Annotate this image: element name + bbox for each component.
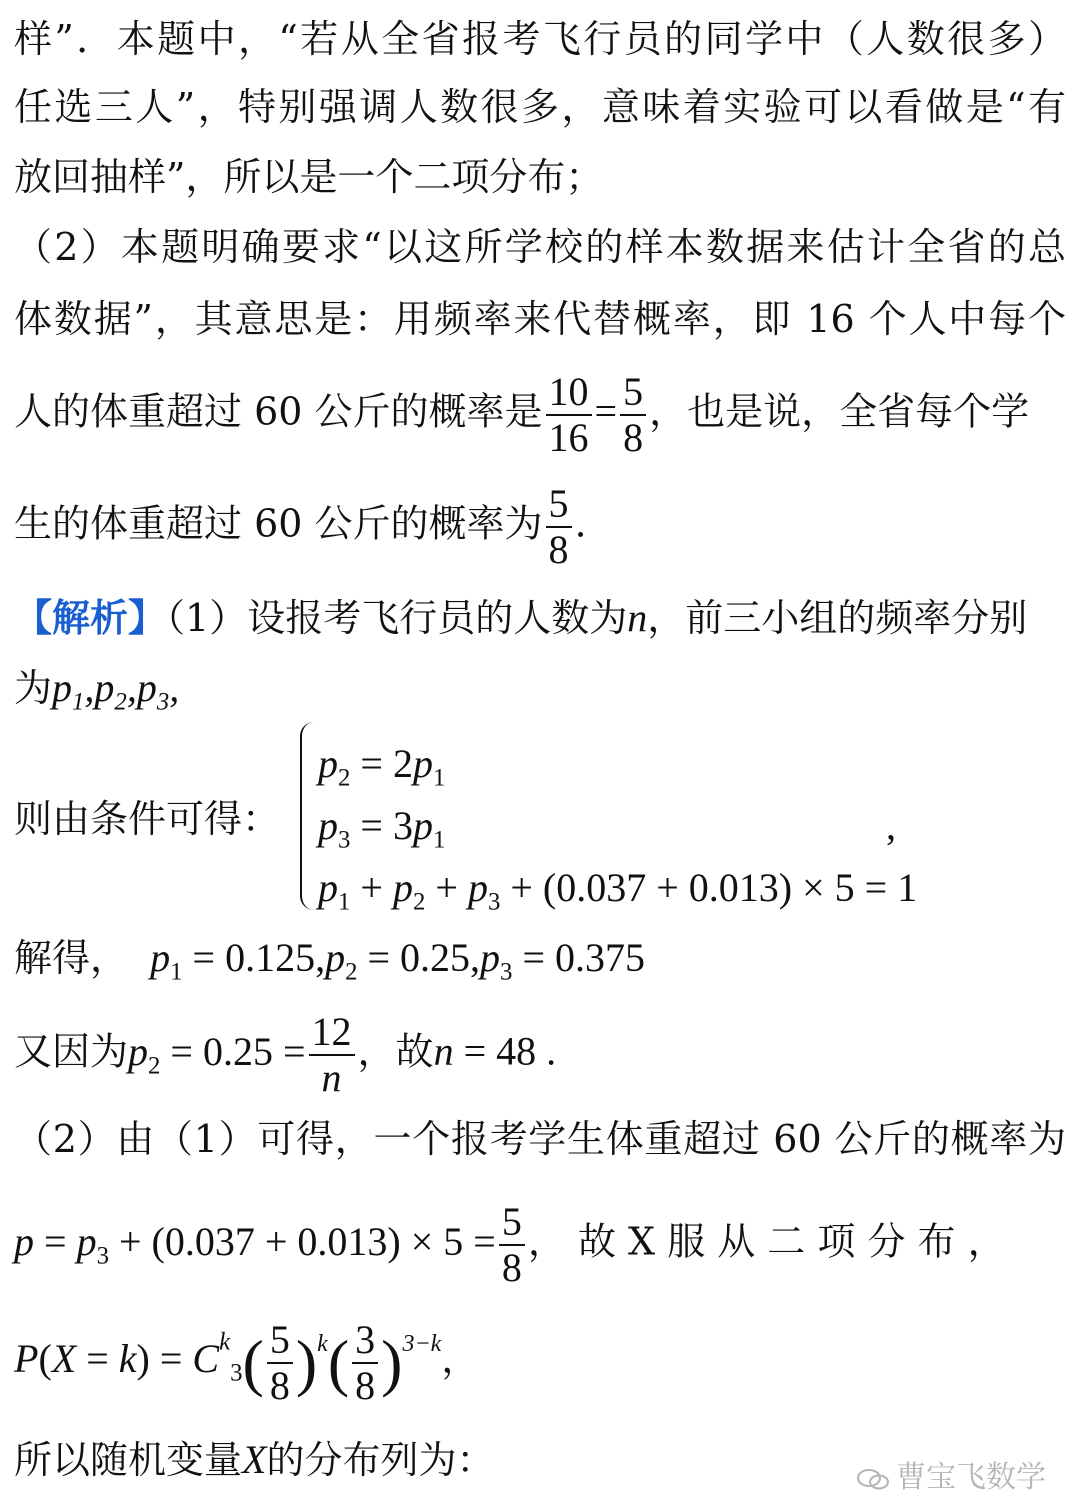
pow-3-minus-k: 3−k [402,1330,442,1357]
wechat-icon [856,1468,890,1490]
line8-text-a: （1）设报考飞行员的人数为 [166,596,628,640]
frac-den: 8 [623,415,644,460]
eq-p2: $p_2 = 0.25$ = [128,1028,306,1080]
var-n: n [627,595,648,640]
analysis-tag: 【解析】 [14,595,167,640]
line16-text-a: 所以随机变量 [14,1438,243,1482]
binom-sup-k: k [219,1328,231,1356]
eq-p: $p = p_3 + (0.037 + 0.013) \times 5$ = [14,1218,496,1270]
text-line-7 [14,482,1066,572]
line12-text-b: ，故 [357,1029,434,1074]
solve-1: = 0.125, [192,935,326,980]
frac-den: 8 [501,1245,522,1290]
sys2-text: = 3 [360,803,413,848]
eq-p2-text: = 0.25 = [170,1028,306,1074]
binom-sub-3: 3 [230,1359,243,1387]
text-line-2: 任选三人”，特别强调人数很多，意味着实验可以看做是“有 [14,85,1066,129]
text-line-8 [14,595,1066,640]
eq-p-text: (0.037 + 0.013) × 5 = [151,1218,496,1264]
frac-den: 8 [548,527,569,572]
system-comma: , [886,803,896,848]
text-line-3: 放回抽样”，所以是一个二项分布； [14,155,604,199]
frac-den: n [321,1055,342,1100]
frac-num: 5 [620,370,646,416]
line9-text: 为 [14,666,53,710]
system-brace [300,722,316,910]
line11-text: 解得， [14,936,129,980]
line14-text-b: ， 故 X 服 从 二 项 分 布 ， [527,1219,1006,1264]
frac-den: 8 [269,1363,290,1408]
frac-num: 12 [309,1010,355,1056]
text-line-12 [14,1010,1066,1100]
text-line-10: 则由条件可得： [14,797,281,841]
system-eq-1: $p_2 = 2p_1$ [318,741,446,792]
fraction-5-8-b [546,482,572,572]
line6-text-a: 人的体重超过 60 公斤的概率是 [14,389,543,434]
eq-n-text: = 48 . [463,1028,557,1074]
fraction-5-8 [620,370,646,460]
sys3-text: (0.037 + 0.013) × 5 = 1 [542,865,918,910]
line6-text-b: ，也是说，全省每个学 [649,389,1030,434]
text-line-14 [14,1200,1066,1290]
solve-3: = 0.375 [522,935,646,980]
binomial-formula: $P(X = k) = C^k_3$( $\frac{5}{8}$ )k( $\frac{3}{8}$ )3−k [14,1317,442,1408]
watermark-text: 曹宝飞数学 [896,1461,1046,1494]
text-line-11 [14,935,1066,986]
text-line-5: 体数据”，其意思是：用频率来代替概率，即 16 个人中每个 [14,297,1066,341]
solve-2: = 0.25, [367,935,481,980]
text-line-1: 样”．本题中，“若从全省报考飞行员的同学中（人数很多） [14,17,1066,61]
pow-k: k [317,1330,328,1357]
system-eq-3: $p_1 + p_2 + p_3 + (0.037 + 0.013) \times 5 = 1$ [318,865,918,916]
frac-num: 3 [352,1318,378,1364]
line7-text-a: 生的体重超过 60 公斤的概率为 [14,501,543,546]
var-n-2: n [433,1028,454,1074]
system-eq-2: $p_3 = 3p_1$ [318,803,446,854]
fraction-5-8-c [499,1200,525,1290]
text-line-9 [14,665,1066,716]
frac-num: 10 [546,370,592,416]
text-line-6 [14,370,1066,460]
watermark [856,1452,1046,1496]
binom-C: C [192,1336,220,1382]
frac-num: 5 [546,482,572,528]
equals: = [594,388,618,434]
frac-den: 16 [548,415,589,460]
frac-num: 5 [499,1200,525,1246]
line12-text-a: 又因为 [14,1029,129,1074]
var-X: X [51,1336,77,1382]
fraction-12-n [309,1010,355,1100]
line15-text-b: ， [441,1337,480,1382]
var-k: k [118,1336,137,1382]
text-line-15 [14,1318,1066,1408]
fraction-10-16 [546,370,592,460]
frac-den: 8 [355,1363,376,1408]
text-line-13: （2）由（1）可得，一个报考学生体重超过 60 公斤的概率为 [14,1117,1066,1161]
frac-num: 5 [267,1318,293,1364]
fraction-3-8 [352,1318,378,1408]
solution-values: $p_1 = 0.125,p_2 = 0.25,p_3 = 0.375$ [150,935,646,986]
fraction-5-8-d [267,1318,293,1408]
line8-text-b: ，前三小组的频率分别 [647,596,1028,640]
line16-text-b: 的分布列为： [266,1438,495,1482]
text-line-4: （2）本题明确要求“以这所学校的样本数据来估计全省的总 [14,225,1066,269]
line7-text-b: . [574,501,587,546]
sys1-text: = 2 [360,741,413,786]
var-X-2: X [242,1437,267,1482]
p-list: $p_1,p_2,p_3$, [52,665,180,716]
eq-n [434,1029,557,1074]
